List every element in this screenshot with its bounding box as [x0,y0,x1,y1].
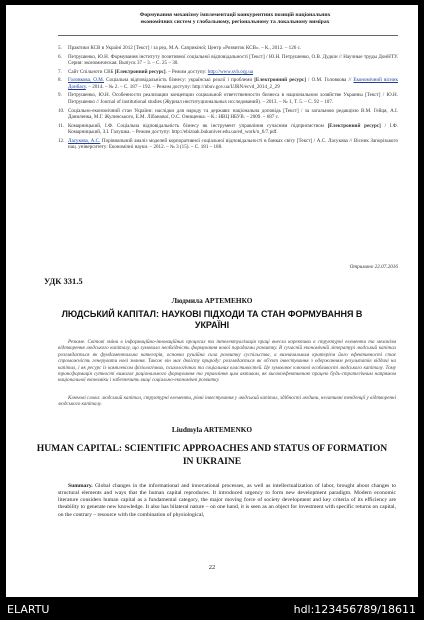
reference-item [58,54,398,67]
viewer-footer [0,600,424,620]
reference-item [58,92,398,105]
article-title-en: HUMAN CAPITAL: SCIENTIFIC APPROACHES AND STATUS OF FORMATION IN UKRAINE [36,443,388,467]
reference-text: Петрушенко, Ю.Н. Формування інституту позитивної соціальної відповідальності [Текст] / Ю.Н. Петрушенко, О.В. Дудкін // Научные труды ДонНТУ. Серия: экономическая. Выпуск 37 – 3. – С. 25 – 30. [68,53,398,67]
reference-number: 6. [58,53,62,60]
keywords-ua: Ключові слова: людський капітал, структурні елементи, рівні інвестування у людський капітал, здібності людини, негативні тенденції у відтворенні людського капіталу. [58,395,396,408]
reference-number: 11. [58,122,65,129]
reference-resource-tag: [Електронний ресурс] [327,122,381,129]
reference-text: . – 2014. – № 2. – С. 187 – 192. – Режим доступу: http://nbuv.gov.ua/UJRN/ecvd_2014_2_29 [85,83,280,90]
reference-author-link[interactable]: Ласукова, А.С. [68,137,101,144]
reference-number: 8. [58,77,62,84]
reference-resource-tag: [Електронний ресурс] [114,68,166,75]
reference-resource-tag: [Електронний ресурс] [254,77,306,84]
running-header [76,12,394,26]
header-divider [58,35,398,36]
abstract-ua: Резюме. Світові зміни в інформаційно-інноваційних процесах та інтелектуалізація праці внесли корективи в структурні елементи та механізм відтворення людського капіталу, що зумовило необхідність формування нової парадигми розвитку. В сучасній економічній літературі людський капітал розглядається як фундаментальна категорія, основна рушійна сила розвитку суспільства, а визначальним критерієм його ефективності стає спроможність генерувати нові знання. Також він має двоїсту природу: розглядається як об'єкт інвестування з одержанням результатів віддачі на капітал, і як ресурс із комплексом фізіологічних, психологічних та соціальних властивостей. Це зумовлює ключові особливості людського капіталу. Тому трансформація сутності вимагає раціонального формування та управління цим активом, як високоефективною працею будь-стратегічним напрямом національної економіки і забезпечить вищі соціально-економічні розвитку. [58,339,396,384]
udc-code: УДК 331.5 [44,276,83,286]
reference-item [58,77,398,90]
author-name-ua: Людмила АРТЕМЕНКО [171,296,253,305]
reference-text: Соціально-економічний стан України: наслідки для народу та держави: національна доповідь [Текст] / за загальною редакцією В.М. Гейця, А.І. Даниленка, М.Г. Жулинського, Е.М. Лібанової, О.С. Онищенка. – К.: НВЦ НБУВ. – 2009. – 687 с. [68,107,398,121]
reference-text: . – Режим доступу: [165,68,208,75]
reference-number: 10. [58,107,65,114]
reference-number: 9. [58,92,62,99]
reference-text: Комарницький, І.Ф. Соціальна відповідальність бізнесу як інструмент управління сучасним підприємством [68,122,328,129]
handle-identifier[interactable]: hdl:123456789/18611 [293,603,416,616]
article-title-ua: ЛЮДСЬКИЙ КАПІТАЛ: НАУКОВІ ПІДХОДИ ТА СТАН ФОРМУВАННЯ В УКРАЇНІ [61,309,363,331]
reference-text: Петрушенко, Ю.Н. Особенности реализации концепции социальной ответственности бизнеса в национальном хозяйстве Украины [Текст] / Ю.Н. Петрушенко // Journal of institutional studies (Журнал институциональных исследований). – 2013. – № 1, Т. 5. – С. 92 – 107. [68,92,398,105]
reference-text: Соціальна відповідальність бізнесу: українські реалії і проблеми [104,77,255,84]
reference-number: 7. [58,68,62,75]
summary-text: Global changes in the informational and innovational processes, as well as intellectualization of labor, brought about changes to structural elements and ways that the human capital reproduces. It introduced urgency to form new development paradigm. Modern economic literature considers human capital as a fundamental category, the major moving force of society development and key criteria of its efficiency are theability to generate new knowledge. It also has bilateral nature – on one hand, it is seen as an object for investment with specific returns on capital, on the contrary – resource with the combination of physiological, [58,483,396,518]
page-number: 22 [208,564,216,571]
running-header-line-2: економічних систем у глобальному, регіональному та локальному вимірах [140,19,330,25]
repository-name: ELARTU [7,603,50,616]
reference-number: 12. [58,137,65,144]
reference-item [58,108,398,121]
running-header-line-1: Формування механізму імплементації конкурентних позицій національних [139,12,331,18]
reference-number: 5. [58,45,62,51]
reference-text: Сайт Спільноти СВБ [68,68,115,75]
reference-text: / О.М. Головкова // [305,77,354,84]
reference-item [58,69,398,75]
reference-text: Порівняльний аналіз моделей корпоративної соціальної відповідальності в банках світу [Текст] / А.С. Ласукова // Вісник Запорізького нац. університету: Економічні науки. – 2012. – № 3 (15). – С. 181 – 188. [68,137,398,151]
reference-link[interactable]: http://www.svb.org.ua [207,68,254,75]
reference-item [58,138,398,151]
document-page [6,5,418,597]
reference-text: / І.Ф. Комарницький, З.І. Галушка. – Режим доступу: http://ebiznak.bukuniver.edu.ua/ed_work/n_6/7.pdf. [68,122,398,136]
reference-author-link[interactable]: Головкова, О.М. [68,77,104,84]
reference-journal-link[interactable]: Економічний вісник Донбасу [68,77,398,90]
summary-label: Summary. [68,483,93,489]
summary-en [58,483,396,519]
reference-item [58,123,398,136]
reference-text: Практики КСВ в Україні 2012 [Текст] / за ред. М.А. Саприкіної; Центр «Розвиток КСВ». – К., 2012. – 126 с. [68,45,302,51]
received-date: Отримано 22.07.2016 [349,264,398,270]
reference-item [58,45,398,51]
reference-list [58,45,398,153]
author-name-en: Liudmyla ARTEMENKO [171,425,253,434]
